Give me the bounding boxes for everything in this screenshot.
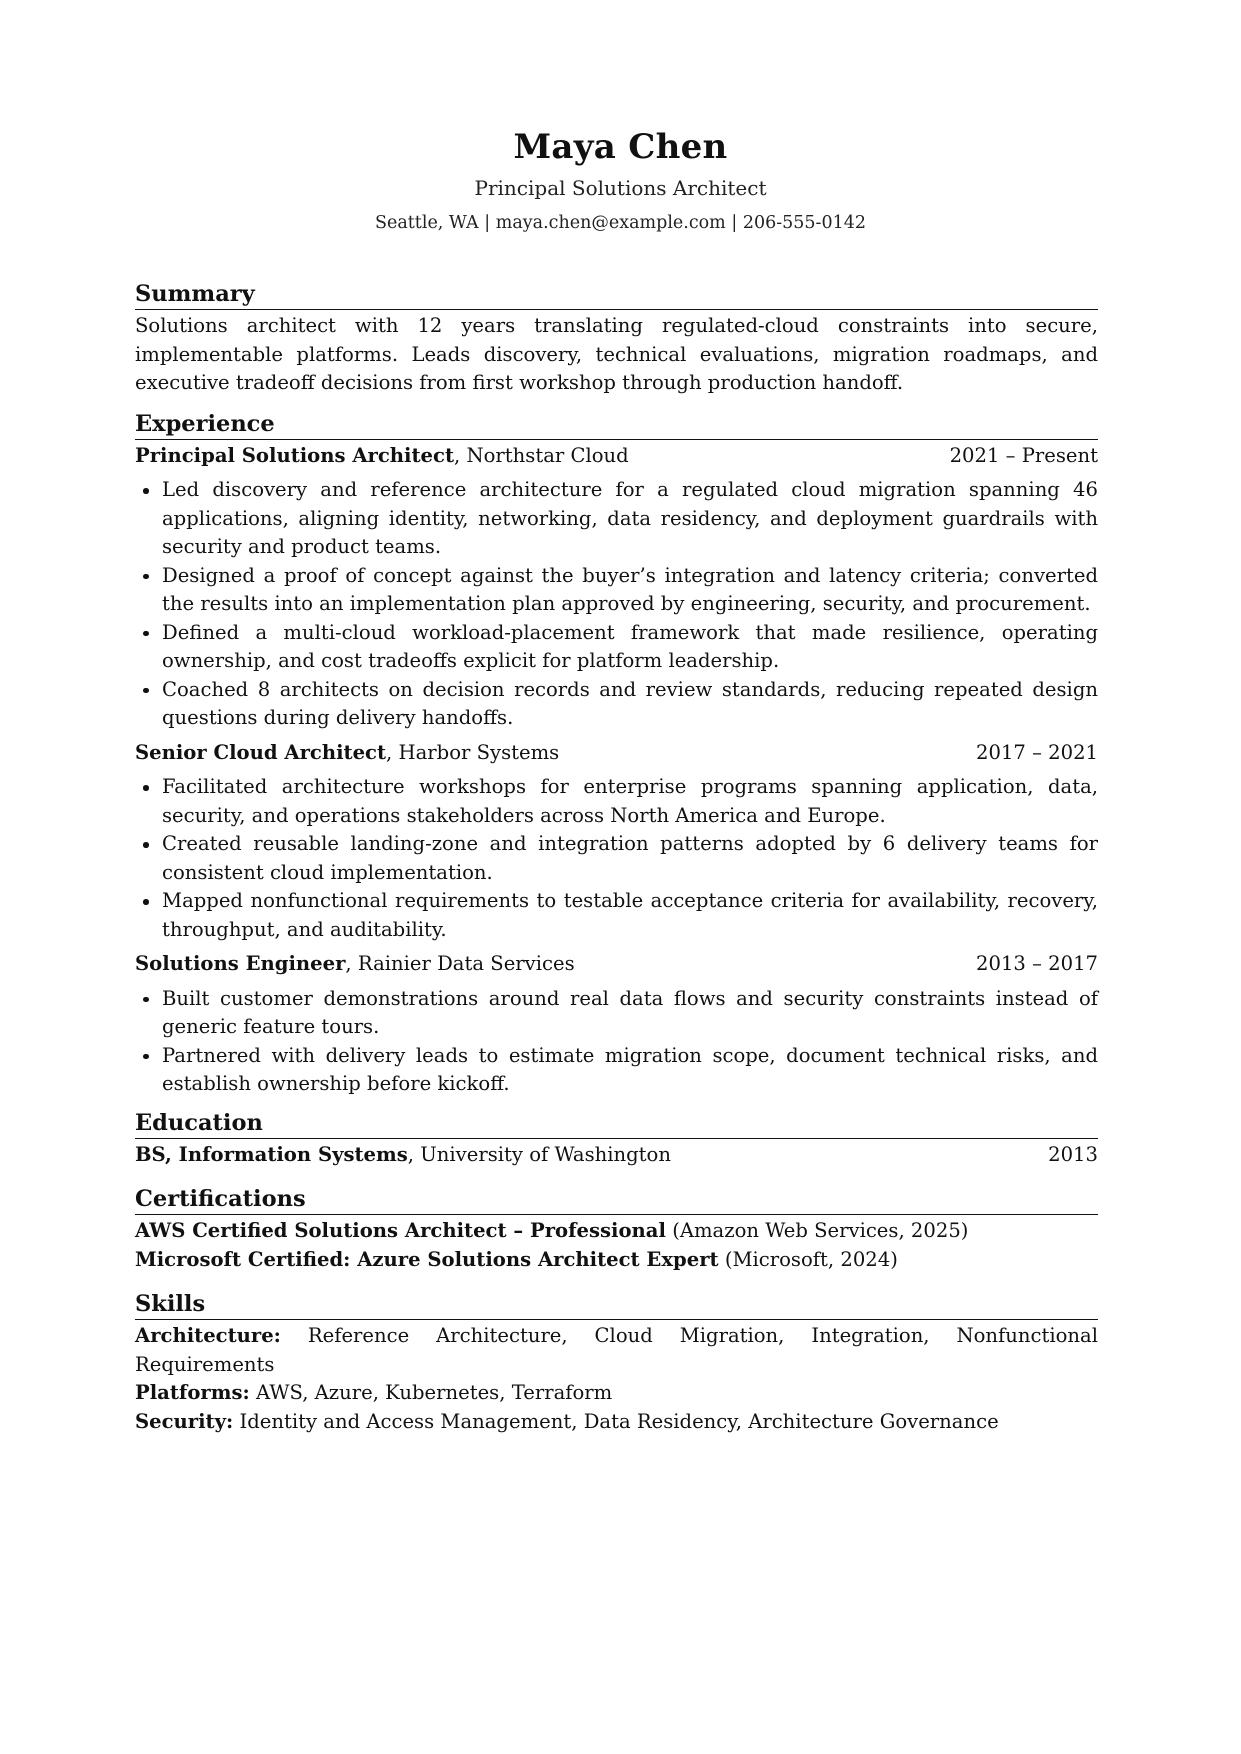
skill-label: Security: xyxy=(135,1409,234,1433)
skill-value: AWS, Azure, Kubernetes, Terraform xyxy=(255,1381,613,1404)
skills-section xyxy=(135,1290,1098,1436)
contact-email[interactable]: maya.chen@example.com xyxy=(495,213,726,233)
summary-text: Solutions architect with 12 years translating regulated-cloud constraints into secure, implementable platforms. Leads discovery, technical evaluations, migration roadmaps, and executive tradeoff decisions from first workshop through production handoff. xyxy=(135,314,1098,394)
certification-name: Microsoft Certified: Azure Solutions Architect Expert xyxy=(135,1247,719,1271)
certification-item xyxy=(135,1246,1098,1275)
bullet-item: Defined a multi-cloud workload-placement framework that made resilience, operating ownership, and cost tradeoffs explicit for platform leadership. xyxy=(135,619,1098,676)
degree: BS, Information Systems xyxy=(135,1142,408,1166)
section-heading: Education xyxy=(135,1109,1098,1139)
contact-location: Seattle, WA xyxy=(375,213,479,233)
candidate-name: Maya Chen xyxy=(513,127,728,167)
contact-separator: | xyxy=(484,213,491,233)
job-role: Principal Solutions Architect xyxy=(135,443,454,467)
summary-section xyxy=(135,280,1098,398)
job-role: Senior Cloud Architect xyxy=(135,740,387,764)
bullet-item: Created reusable landing-zone and integration patterns adopted by 6 delivery teams for consistent cloud implementation. xyxy=(135,830,1098,887)
job-header: Senior Cloud Architect, Harbor Systems 2017 – 2021 xyxy=(135,739,1098,768)
contact-line xyxy=(0,210,1241,236)
education-entry: BS, Information Systems, University of Washington 2013 xyxy=(135,1141,1098,1170)
job-dates: 2013 – 2017 xyxy=(976,952,1098,975)
resume-body xyxy=(135,280,1098,1444)
bullet-item: Led discovery and reference architecture for a regulated cloud migration spanning 46 applications, aligning identity, networking, data residency, and deployment guardrails with security and product teams. xyxy=(135,476,1098,562)
job-header: Solutions Engineer, Rainier Data Services 2013 – 2017 xyxy=(135,950,1098,979)
experience-section xyxy=(135,410,1098,1099)
skill-value: Identity and Access Management, Data Residency, Architecture Governance xyxy=(239,1409,999,1433)
skill-value: Reference Architecture, Cloud Migration, Integration, Nonfunctional Requirements xyxy=(135,1324,1098,1376)
job-entry xyxy=(135,442,1098,733)
job-company: Northstar Cloud xyxy=(466,443,629,467)
bullet-item: Designed a proof of concept against the buyer’s integration and latency criteria; converted the results into an implementation plan approved by engineering, security, and procurement. xyxy=(135,562,1098,619)
certification-name: AWS Certified Solutions Architect – Professional xyxy=(135,1219,666,1242)
job-bullets xyxy=(135,985,1098,1099)
bullet-item: Partnered with delivery leads to estimate migration scope, document technical risks, and establish ownership before kickoff. xyxy=(135,1042,1098,1099)
bullet-item: Facilitated architecture workshops for enterprise programs spanning application, data, security, and operations stakeholders across North America and Europe. xyxy=(135,773,1098,830)
skill-group xyxy=(135,1408,1098,1437)
job-entry xyxy=(135,950,1098,1099)
contact-separator: | xyxy=(731,213,738,233)
skill-group xyxy=(135,1379,1098,1408)
graduation-year: 2013 xyxy=(1048,1142,1098,1166)
job-dates: 2021 – Present xyxy=(949,443,1098,467)
section-heading: Skills xyxy=(135,1290,1098,1320)
contact-phone[interactable]: 206-555-0142 xyxy=(742,213,866,233)
certification-item xyxy=(135,1217,1098,1246)
education-section xyxy=(135,1109,1098,1170)
candidate-title: Principal Solutions Architect xyxy=(474,176,767,200)
section-heading: Summary xyxy=(135,280,1098,310)
job-dates: 2017 – 2021 xyxy=(976,740,1098,764)
job-company: Harbor Systems xyxy=(398,740,560,764)
job-header: Principal Solutions Architect, Northstar Cloud 2021 – Present xyxy=(135,442,1098,471)
certifications-section xyxy=(135,1185,1098,1274)
resume-header xyxy=(0,124,1241,236)
certification-detail: (Amazon Web Services, 2025) xyxy=(672,1219,969,1242)
job-role: Solutions Engineer xyxy=(135,952,346,975)
school: University of Washington xyxy=(420,1142,671,1166)
job-bullets xyxy=(135,476,1098,733)
bullet-item: Coached 8 architects on decision records and review standards, reducing repeated design questions during delivery handoffs. xyxy=(135,676,1098,733)
bullet-item: Built customer demonstrations around real data flows and security constraints instead of generic feature tours. xyxy=(135,985,1098,1042)
section-heading: Certifications xyxy=(135,1185,1098,1215)
skill-label: Platforms: xyxy=(135,1381,250,1404)
job-bullets xyxy=(135,773,1098,944)
certification-detail: (Microsoft, 2024) xyxy=(724,1247,898,1271)
skill-label: Architecture: xyxy=(135,1324,281,1347)
bullet-item: Mapped nonfunctional requirements to testable acceptance criteria for availability, recovery, throughput, and auditability. xyxy=(135,887,1098,944)
skill-group xyxy=(135,1322,1098,1379)
job-company: Rainier Data Services xyxy=(357,952,575,975)
job-entry xyxy=(135,739,1098,945)
section-heading: Experience xyxy=(135,410,1098,440)
